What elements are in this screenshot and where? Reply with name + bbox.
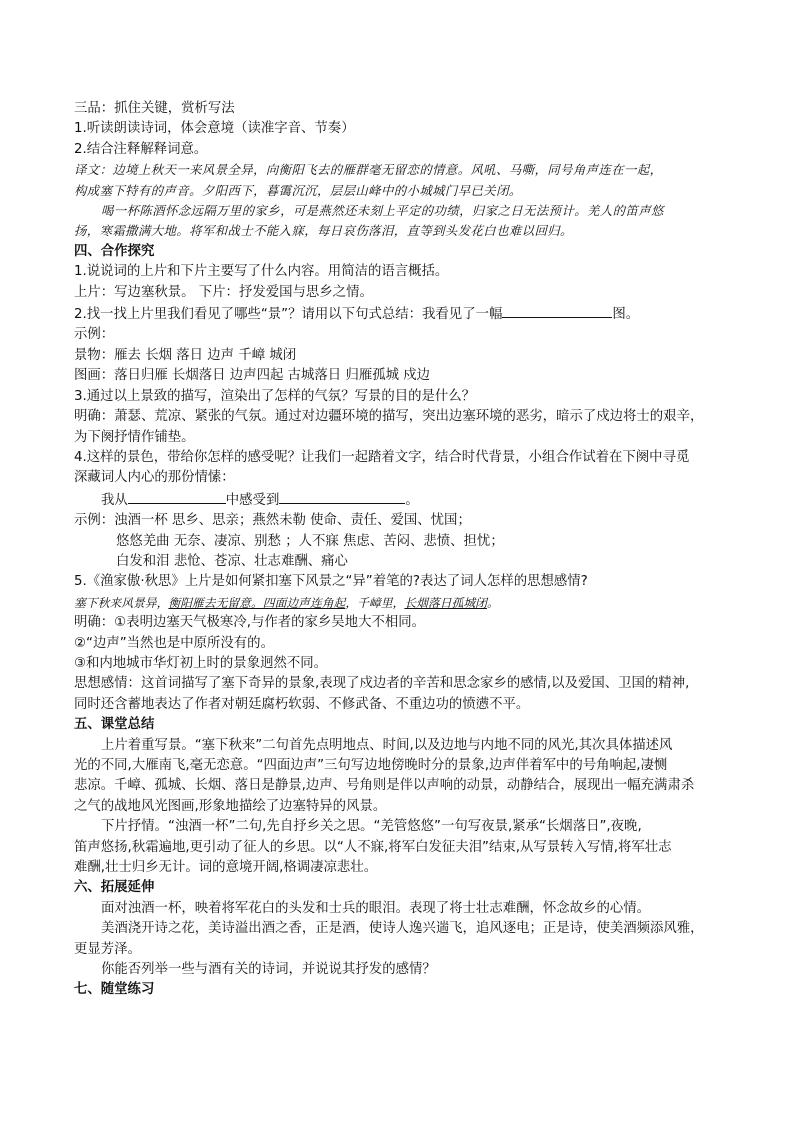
thought-feeling-1: 思想感情：这首词描写了塞下奇异的景象,表现了戍边者的辛苦和思念家乡的感情,以及爱国、卫国的精神, bbox=[74, 676, 690, 692]
question-1: 1.说说词的上片和下片主要写了什么内容。用简洁的语言概括。 bbox=[74, 264, 449, 280]
summary-para-2-line-2: 笛声悠扬,秋霜遍地,更引动了征人的乡思。以“人不寐,将军白发征夫泪”结束,从写景转入写情,将军壮志 bbox=[74, 839, 672, 855]
answer-1: 上片：写边塞秋景。 下片：抒发爱国与思乡之情。 bbox=[74, 284, 373, 300]
section-heading-summary: 五、课堂总结 bbox=[74, 717, 155, 733]
section-heading-extension: 六、拓展延伸 bbox=[74, 880, 155, 896]
answer-3-line-1: 明确：萧瑟、荒凉、紧张的气氛。通过对边疆环境的描写，突出边塞环境的恶劣，暗示了戍边将士的艰辛， bbox=[74, 409, 704, 425]
poem-phrase-1: 塞下秋来风景异， bbox=[74, 595, 169, 610]
answer-5-point-1: 明确：①表明边塞天气极寒冷,与作者的家乡吴地大不相同。 bbox=[74, 615, 426, 631]
section-heading-cooperative-inquiry: 四、合作探究 bbox=[74, 243, 155, 259]
example-feeling-2: 悠悠羌曲 无奈、凄凉、别愁 ；人不寐 焦虑、苦闷、悲愤、担忧； bbox=[116, 533, 504, 549]
poem-phrase-2: 衡阳雁去无留意。四面边声连角起 bbox=[168, 595, 346, 610]
question-4-line-1: 4.这样的景色，带给你怎样的感受呢？让我们一起踏着文字，结合时代背景，小组合作试着在下阕中寻觅 bbox=[74, 449, 690, 465]
document-page bbox=[74, 99, 724, 1001]
summary-para-2-line-3: 难酬,壮士归乡无计。词的意境开阔,格调凄凉悲壮。 bbox=[74, 860, 378, 876]
question-3: 3.通过以上景致的描写，渲染出了怎样的气氛？写景的目的是什么？ bbox=[74, 388, 476, 404]
example-label: 示例： bbox=[74, 327, 115, 343]
extension-line-2: 美酒浇开诗之花，美诗溢出酒之香，正是酒，使诗人逸兴遄飞，追风逐电；正是诗，使美酒频添风雅， bbox=[101, 921, 704, 937]
translation-line-2: 构成塞下特有的声音。夕阳西下，暮霭沉沉，层层山峰中的小城城门早已关闭。 bbox=[74, 182, 522, 198]
summary-para-1-line-2: 光的不同,大雁南飞,毫无恋意。“四面边声”三句写边地傍晚时分的景象,边声伴着军中的号角响起,凄恻 bbox=[74, 758, 668, 773]
step-listen-read: 1.听读朗读诗词，体会意境（读准字音、节奏） bbox=[74, 121, 355, 137]
poem-phrase-3: ，千嶂里， bbox=[345, 595, 405, 610]
summary-para-1-line-1: 上片着重写景。“塞下秋来”二句首先点明地点、时间,以及边地与内地不同的风光,其次具体描述风 bbox=[101, 737, 673, 753]
scenery-list: 景物：雁去 长烟 落日 边声 千嶂 城闭 bbox=[74, 347, 297, 363]
question-2-text: 2.找一找上片里我们看见了哪些“景”？请用以下句式总结：我看见了一幅 bbox=[74, 307, 503, 323]
fill-in-sentence bbox=[74, 489, 724, 511]
translation-line-4: 扬，寒霜撒满大地。将军和战士不能入寐，每日哀伤落泪，直等到头发花白也难以回归。 bbox=[74, 223, 573, 239]
extension-line-1: 面对浊酒一杯，映着将军花白的头发和士兵的眼泪。表现了将士壮志难酬，怀念故乡的心情。 bbox=[101, 900, 651, 916]
translation-line-3: 喝一杯陈酒怀念远隔万里的家乡，可是燕然还未刻上平定的功绩，归家之日无法预计。羌人的笛声悠 bbox=[101, 203, 664, 219]
poem-phrase-5: 。 bbox=[486, 595, 499, 610]
step-explain-meaning: 2.结合注释解释词意。 bbox=[74, 141, 208, 157]
extension-line-3: 更显芳泽。 bbox=[74, 941, 141, 957]
answer-5-point-3: ③和内地城市华灯初上时的景象迥然不同。 bbox=[74, 655, 328, 671]
example-feeling-1: 示例：浊酒一杯 思乡、思亲；燕然未勒 使命、责任、爱国、忧国； bbox=[74, 513, 471, 529]
summary-para-2-line-1: 下片抒情。“浊酒一杯”二句,先自抒乡关之思。“羌管悠悠”一句写夜景,紧承“长烟落日”,夜晚, bbox=[101, 819, 642, 835]
question-2 bbox=[74, 303, 724, 325]
question-4-line-2: 深藏词人内心的那份情愫： bbox=[74, 470, 235, 486]
section-heading-practice: 七、随堂练习 bbox=[74, 982, 155, 998]
fill-in-blank-2[interactable] bbox=[279, 489, 405, 504]
thought-feeling-2: 同时还含蓄地表达了作者对朝廷腐朽软弱、不修武备、不重边功的愤懑不平。 bbox=[74, 696, 530, 712]
section-heading-three-pin: 三品：抓住关键，赏析写法 bbox=[74, 101, 235, 116]
answer-5-point-2: ②“边声”当然也是中原所没有的。 bbox=[74, 635, 274, 651]
question-5: 5.《渔家傲·秋思》上片是如何紧扣塞下风景之“异”着笔的?表达了词人怎样的思想感情? bbox=[74, 574, 588, 590]
fill-in-prefix: 我从 bbox=[101, 492, 128, 508]
example-feeling-3: 白发和泪 悲怆、苍凉、壮志难酬、痛心 bbox=[116, 553, 348, 569]
question-2-tail: 图。 bbox=[612, 307, 640, 323]
answer-3-line-2: 为下阕抒情作铺垫。 bbox=[74, 429, 195, 445]
poem-upper-stanza bbox=[74, 593, 724, 613]
poem-phrase-4: 长烟落日孤城闭 bbox=[404, 595, 487, 610]
summary-para-1-line-4: 之气的战地风光图画,形象地描绘了边塞特异的风景。 bbox=[74, 798, 387, 814]
picture-list: 图画：落日归雁 长烟落日 边声四起 古城落日 归雁孤城 戍边 bbox=[74, 368, 431, 384]
extension-question: 你能否列举一些与酒有关的诗词，并说说其抒发的感情？ bbox=[101, 962, 436, 978]
fill-in-suffix: 。 bbox=[405, 492, 419, 508]
fill-in-blank-1[interactable] bbox=[128, 489, 226, 504]
translation-line-1: 译文：边境上秋天一来风景全异，向衡阳飞去的雁群毫无留恋的情意。风吼、马嘶，同号角声连在一起， bbox=[74, 162, 663, 178]
answer-blank[interactable] bbox=[502, 303, 612, 318]
fill-in-middle: 中感受到 bbox=[225, 492, 280, 508]
summary-para-1-line-3: 悲凉。千嶂、孤城、长烟、落日是静景,边声、号角则是伴以声响的动景，动静结合，展现出一幅充满肃杀 bbox=[74, 778, 695, 794]
